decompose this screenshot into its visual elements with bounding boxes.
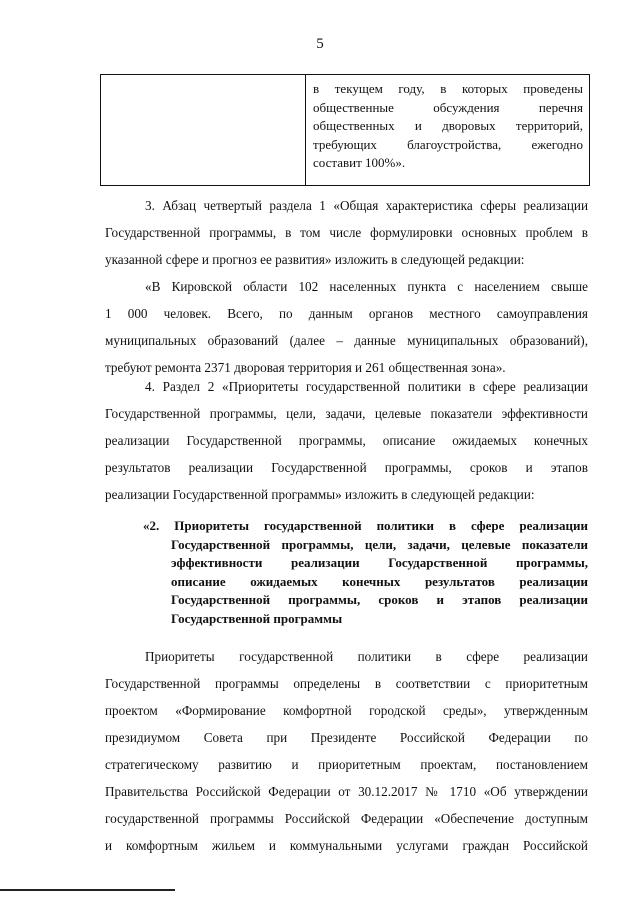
paragraph-line: 1 000 человек. Всего, по данным органов местного самоуправления bbox=[105, 306, 588, 321]
heading-line: Государственной программы, сроков и этапов реализации bbox=[171, 592, 588, 607]
paragraph-line: реализации Государственной программы» изложить в следующей редакции: bbox=[105, 487, 535, 502]
page-number: 5 bbox=[316, 36, 324, 52]
paragraph-line: Правительства Российской Федерации от 30.12.2017 № 1710 «Об утверждении bbox=[105, 784, 588, 799]
table-cell-empty bbox=[101, 75, 306, 185]
item-3-paragraph bbox=[105, 192, 588, 273]
paragraph-line: проектом «Формирование комфортной городской среды», утвержденным bbox=[105, 703, 588, 718]
indicator-table bbox=[100, 74, 590, 186]
footer-rule bbox=[0, 889, 175, 891]
table-text-line: в текущем году, в которых проведены bbox=[313, 81, 583, 96]
paragraph-line: результатов реализации Государственной программы, сроков и этапов bbox=[105, 460, 588, 475]
quote-paragraph bbox=[105, 273, 588, 381]
heading-line: Государственной программы, цели, задачи, целевые показатели bbox=[171, 536, 588, 552]
paragraph-line: муниципальных образований (далее – данные муниципальных образований), bbox=[105, 333, 588, 348]
paragraph-line: Государственной программы определены в соответствии с приоритетным bbox=[105, 676, 588, 691]
paragraph-line: реализации Государственной программы, описание ожидаемых конечных bbox=[105, 433, 588, 448]
paragraph-line: и комфортным жильем и коммунальными услугами граждан Российской bbox=[105, 838, 588, 853]
paragraph-line: требуют ремонта 2371 дворовая территория и 261 общественная зона». bbox=[105, 360, 506, 375]
paragraph-line: Государственной программы, в том числе формулировки основных проблем в bbox=[105, 225, 588, 240]
table-cell-text bbox=[306, 75, 589, 185]
paragraph-line: государственной программы Российской Федерации «Обеспечение доступным bbox=[105, 811, 588, 826]
item-4-paragraph bbox=[105, 373, 588, 508]
paragraph-line: стратегическому развитию и приоритетным проектам, постановлением bbox=[105, 757, 588, 772]
paragraph-line: 3. Абзац четвертый раздела 1 «Общая характеристика сферы реализации bbox=[145, 198, 588, 213]
table-text-line: общественных и дворовых территорий, bbox=[313, 118, 583, 133]
paragraph-line: президиумом Совета при Президенте Российской Федерации по bbox=[105, 730, 588, 745]
paragraph-line: Государственной программы, цели, задачи, целевые показатели эффективности bbox=[105, 406, 588, 421]
heading-line: описание ожидаемых конечных результатов реализации bbox=[171, 573, 588, 589]
table-text-line: требующих благоустройства, ежегодно bbox=[313, 136, 583, 152]
paragraph-line: Приоритеты государственной политики в сфере реализации bbox=[145, 649, 588, 664]
paragraph-line: «В Кировской области 102 населенных пункта с населением свыше bbox=[145, 279, 588, 294]
paragraph-line: указанной сфере и прогноз ее развития» изложить в следующей редакции: bbox=[105, 252, 525, 267]
paragraph-line: 4. Раздел 2 «Приоритеты государственной политики в сфере реализации bbox=[145, 379, 588, 394]
table-text-line: общественные обсуждения перечня bbox=[313, 99, 583, 115]
heading-line: эффективности реализации Государственной программы, bbox=[171, 555, 588, 570]
priorities-paragraph bbox=[105, 643, 588, 859]
table-text-line: составит 100%». bbox=[313, 155, 406, 170]
heading-line: «2. Приоритеты государственной политики в сфере реализации bbox=[143, 518, 588, 533]
section-2-heading bbox=[143, 517, 588, 628]
heading-line: Государственной программы bbox=[171, 610, 343, 626]
